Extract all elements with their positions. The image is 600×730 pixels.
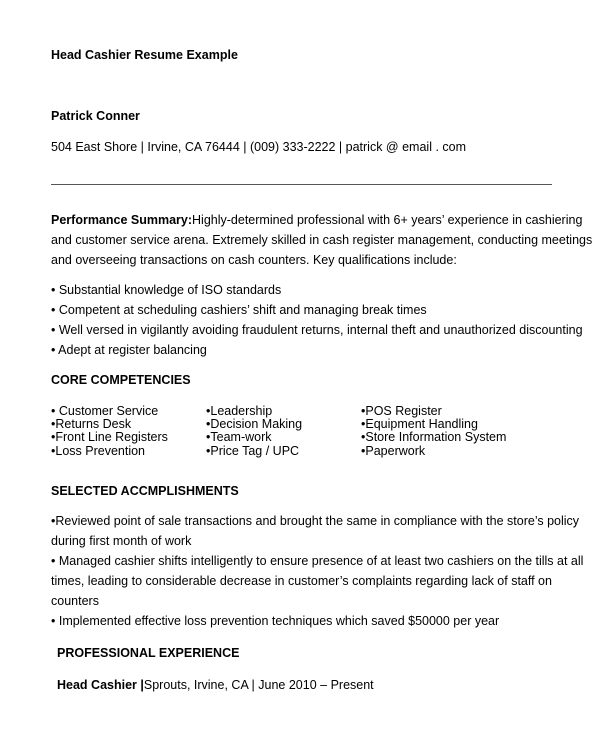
competency-item: •Returns Desk	[51, 417, 132, 431]
summary-bullet: • Substantial knowledge of ISO standards	[51, 283, 282, 297]
competency-item: •Price Tag / UPC	[206, 444, 300, 458]
summary-line-3: and overseeing transactions on cash counters. Key qualifications include:	[51, 253, 457, 267]
experience-heading: PROFESSIONAL EXPERIENCE	[57, 646, 240, 660]
accomplishment-line: •Reviewed point of sale transactions and brought the same in compliance with the store’s policy	[51, 514, 580, 528]
competency-item: •Loss Prevention	[51, 444, 146, 458]
summary-line-1	[51, 213, 582, 227]
accomplishment-line: • Managed cashier shifts intelligently to ensure presence of at least two cashiers on the tills at all	[51, 554, 584, 568]
document-title: Head Cashier Resume Example	[51, 48, 238, 62]
summary-label: Performance Summary:	[51, 213, 193, 227]
competency-item: •Front Line Registers	[51, 430, 168, 444]
competency-item: •Paperwork	[361, 444, 426, 458]
candidate-name: Patrick Conner	[51, 109, 140, 123]
summary-text: Highly-determined professional with 6+ years’ experience in cashiering	[192, 213, 583, 227]
experience-details: Sprouts, Irvine, CA | June 2010 – Present	[143, 678, 374, 692]
experience-role: Head Cashier |	[57, 678, 144, 692]
accomplishment-line: counters	[51, 594, 99, 608]
competency-item: •Equipment Handling	[361, 417, 478, 431]
competency-item: •Decision Making	[206, 417, 303, 431]
accomplishment-line: during first month of work	[51, 534, 192, 548]
competencies-heading: CORE COMPETENCIES	[51, 373, 191, 387]
competency-item: •Store Information System	[361, 430, 507, 444]
divider-line	[51, 184, 552, 185]
competency-item: •Team-work	[206, 430, 272, 444]
summary-bullet: • Competent at scheduling cashiers’ shift and managing break times	[51, 303, 427, 317]
competency-item: • Customer Service	[51, 404, 159, 418]
summary-bullet: • Adept at register balancing	[51, 343, 207, 357]
accomplishment-line: times, leading to considerable decrease in customer’s complaints regarding lack of staff on	[51, 574, 552, 588]
summary-bullet: • Well versed in vigilantly avoiding fraudulent returns, internal theft and unauthorized discounting	[51, 323, 583, 337]
accomplishments-heading: SELECTED ACCMPLISHMENTS	[51, 484, 239, 498]
summary-line-2: and customer service arena. Extremely skilled in cash register management, conducting meetings	[51, 233, 593, 247]
competency-item: •POS Register	[361, 404, 442, 418]
contact-line: 504 East Shore | Irvine, CA 76444 | (009) 333-2222 | patrick @ email . com	[51, 140, 467, 154]
competency-item: •Leadership	[206, 404, 273, 418]
experience-entry	[57, 678, 374, 692]
accomplishment-line: • Implemented effective loss prevention techniques which saved $50000 per year	[51, 614, 500, 628]
